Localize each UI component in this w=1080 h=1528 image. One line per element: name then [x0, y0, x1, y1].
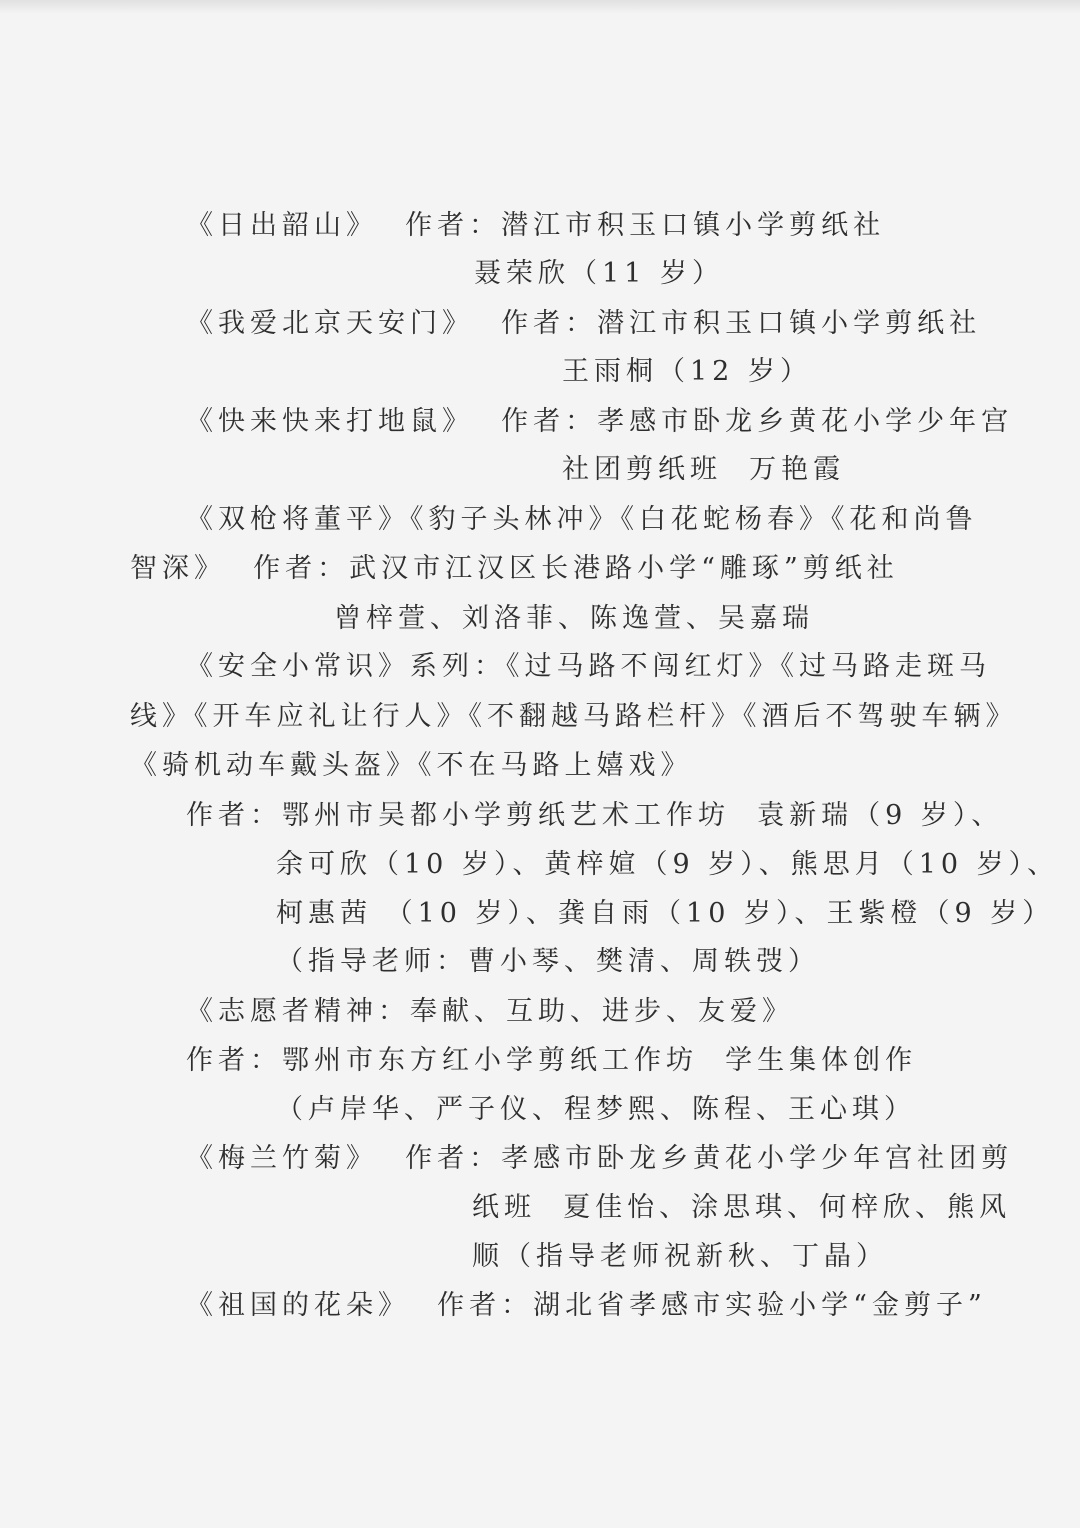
- text-line: 曾梓萱、刘洛菲、陈逸萱、吴嘉瑞: [334, 603, 814, 634]
- text-line: 《快来快来打地鼠》 作者：孝感市卧龙乡黄花小学少年宫: [186, 406, 1014, 437]
- text-line: 《双枪将董平》《豹子头林冲》《白花蛇杨春》《花和尚鲁: [186, 504, 978, 535]
- text-line: 《日出韶山》 作者：潜江市积玉口镇小学剪纸社: [186, 210, 886, 241]
- text-line: 余可欣（10 岁）、黄梓媗（9 岁）、熊思月（10 岁）、: [276, 849, 1060, 880]
- text-line: 《我爱北京天安门》 作者：潜江市积玉口镇小学剪纸社: [186, 308, 982, 339]
- text-line: 《安全小常识》系列：《过马路不闯红灯》《过马路走斑马: [186, 651, 991, 682]
- text-line: 线》《开车应礼让行人》《不翻越马路栏杆》《酒后不驾驶车辆》: [130, 701, 1018, 732]
- text-line: 智深》 作者：武汉市江汉区长港路小学“雕琢”剪纸社: [130, 553, 899, 584]
- text-line: 《梅兰竹菊》 作者：孝感市卧龙乡黄花小学少年宫社团剪: [186, 1143, 1014, 1174]
- text-line: 柯惠茜 （10 岁）、龚自雨（10 岁）、王紫橙（9 岁）: [276, 898, 1055, 929]
- text-line: 王雨桐（12 岁）: [562, 356, 812, 387]
- text-line: 作者：鄂州市吴都小学剪纸艺术工作坊 袁新瑞（9 岁）、: [186, 800, 1004, 831]
- text-line: 顺（指导老师祝新秋、丁晶）: [472, 1241, 888, 1272]
- text-line: 作者：鄂州市东方红小学剪纸工作坊 学生集体创作: [186, 1045, 918, 1076]
- text-line: 纸班 夏佳怡、涂思琪、何梓欣、熊风: [472, 1192, 1012, 1223]
- text-line: 社团剪纸班 万艳霞: [562, 454, 846, 485]
- text-line: （指导老师：曹小琴、樊清、周轶弢）: [276, 946, 820, 977]
- text-line: 《志愿者精神：奉献、互助、进步、友爱》: [186, 996, 794, 1027]
- text-line: 《骑机动车戴头盔》《不在马路上嬉戏》: [130, 750, 693, 781]
- text-line: （卢岸华、严子仪、程梦熙、陈程、王心琪）: [276, 1094, 916, 1125]
- text-line: 聂荣欣（11 岁）: [474, 258, 724, 289]
- text-line: 《祖国的花朵》 作者：湖北省孝感市实验小学“金剪子”: [186, 1290, 987, 1321]
